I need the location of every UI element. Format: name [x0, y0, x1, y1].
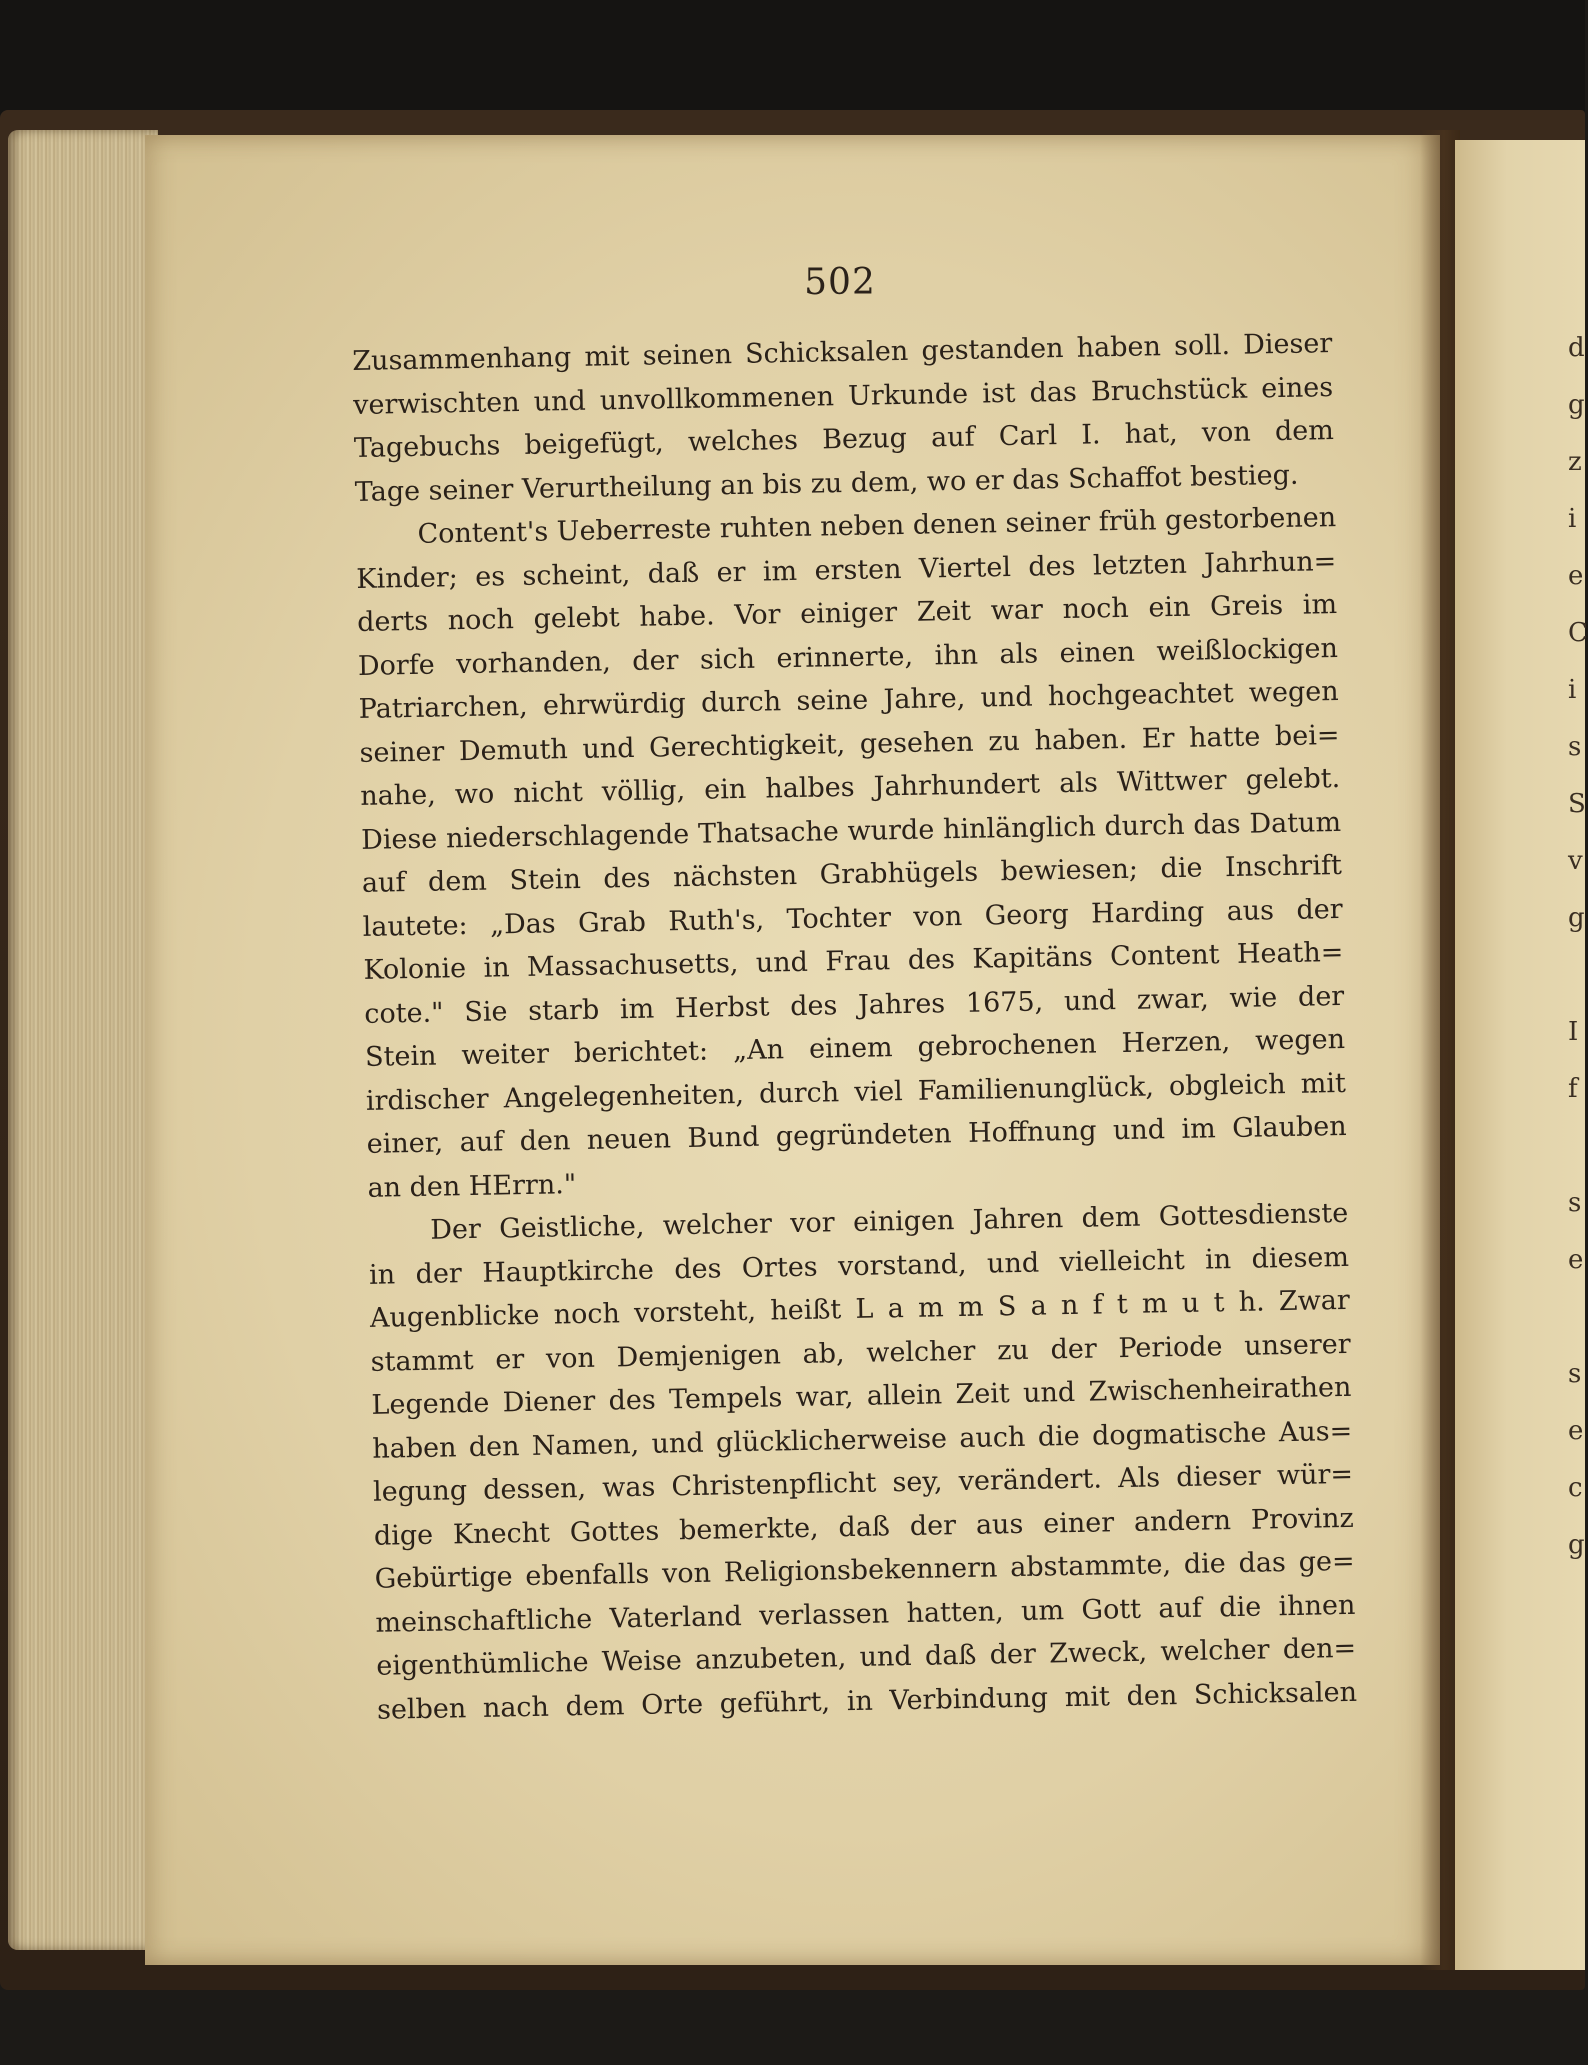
text-line: selben nach dem Orte geführt, in Verbindung mit den Schicksalen [376, 1676, 1358, 1726]
text-line: an den HErrn." [367, 1168, 577, 1204]
text-line: einer, auf den neuen Bund gegründeten Hoffnung und im Glauben [366, 1110, 1347, 1160]
facing-page-text [1568, 320, 1588, 1574]
page-number: 502 [804, 262, 876, 303]
facing-page-letter: s [1568, 1359, 1582, 1389]
text-line: eigenthümliche Weise anzubeten, und daß der Zweck, welcher den= [376, 1632, 1357, 1682]
facing-page-letter: z [1568, 447, 1582, 477]
text-line: dige Knecht Gottes bemerkte, daß der aus einer andern Provinz [373, 1502, 1355, 1552]
text-line: legung dessen, was Christenpflicht sey, verändert. Als dieser wür= [372, 1458, 1354, 1508]
facing-page-letter [1568, 1289, 1585, 1346]
text-line: seiner Demuth und Gerechtigkeit, gesehen zu haben. Er hatte bei= [359, 719, 1340, 769]
text-line: derts noch gelebt habe. Vor einiger Zeit war noch ein Greis im [356, 588, 1338, 638]
text-line: Patriarchen, ehrwürdig durch seine Jahre, und hochgeachtet wegen [358, 675, 1339, 725]
facing-page-letter [1568, 947, 1585, 1004]
text-line: auf dem Stein des nächsten Grabhügels bewiesen; die Inschrift [361, 849, 1343, 899]
text-line: Kolonie in Massachusetts, und Frau des Kapitäns Content Heath= [363, 936, 1344, 986]
facing-page-letter: f [1568, 1074, 1578, 1104]
text-line: lautete: „Das Grab Ruth's, Tochter von Georg Harding aus der [362, 893, 1343, 943]
facing-page-letter: d [1568, 333, 1585, 363]
facing-page-letter: g [1568, 903, 1585, 933]
text-line: nahe, wo nicht völlig, ein halbes Jahrhundert als Wittwer gelebt. [360, 762, 1341, 812]
facing-page [1455, 140, 1588, 1970]
facing-page-letter: i [1568, 675, 1577, 705]
facing-page-letter: g [1568, 1530, 1585, 1560]
text-line: cote." Sie starb im Herbst des Jahres 1675, und zwar, wie der [364, 980, 1345, 1030]
text-line: Tagebuchs beigefügt, welches Bezug auf Carl I. hat, von dem [353, 415, 1335, 464]
facing-page-letter: C [1568, 618, 1588, 648]
facing-page-letter: s [1568, 732, 1582, 762]
text-line: Kinder; es scheint, daß er im ersten Viertel des letzten Jahrhun= [356, 545, 1337, 595]
text-line: haben den Namen, und glücklicherweise auch die dogmatische Aus= [372, 1415, 1353, 1465]
facing-page-letter: e [1568, 561, 1584, 591]
facing-page-letter: e [1568, 1416, 1584, 1446]
facing-page-letter: S [1568, 789, 1586, 819]
text-line: Zusammenhang mit seinen Schicksalen gestanden haben soll. Dieser [352, 328, 1333, 377]
text-line: Dorfe vorhanden, der sich erinnerte, ihn als einen weißlockigen [357, 632, 1339, 682]
text-line: verwischten und unvollkommenen Urkunde ist das Bruchstück eines [352, 371, 1334, 421]
text-line: Stein weiter berichtet: „An einem gebrochenen Herzen, wegen [364, 1023, 1346, 1073]
body-text [352, 322, 1357, 1732]
text-line: Der Geistliche, welcher vor einigen Jahren dem Gottesdienste [430, 1197, 1349, 1246]
text-line: Tage seiner Verurtheilung an bis zu dem, wo er das Schaffot bestieg. [354, 459, 1299, 508]
text-line: meinschaftliche Vaterland verlassen hatten, um Gott auf die ihnen [375, 1589, 1356, 1639]
text-line: Legende Diener des Tempels war, allein Zeit und Zwischenheirathen [371, 1371, 1352, 1421]
facing-page-letter: i [1568, 504, 1577, 534]
facing-page-letter: v [1568, 846, 1583, 876]
facing-page-letter: s [1568, 1188, 1582, 1218]
text-line: in der Hauptkirche des Ortes vorstand, und vielleicht in diesem [368, 1241, 1350, 1291]
text-line: Content's Ueberreste ruhten neben denen seiner früh gestorbenen [417, 501, 1337, 550]
facing-page-letter: c [1568, 1473, 1583, 1503]
page-edges [8, 130, 158, 1950]
gutter-shadow [1420, 130, 1460, 1970]
text-line: Gebürtige ebenfalls von Religionsbekennern abstammte, die das ge= [374, 1545, 1355, 1595]
text-line: stammt er von Demjenigen ab, welcher zu der Periode unserer [370, 1328, 1351, 1378]
text-line: Augenblicke noch vorsteht, heißt L a m m S a n f t m u t h. Zwar [369, 1284, 1351, 1334]
text-line: irdischer Angelegenheiten, durch viel Familienunglück, obgleich mit [365, 1067, 1347, 1117]
facing-page-letter: g [1568, 390, 1585, 420]
text-line: Diese niederschlagende Thatsache wurde hinlänglich durch das Datum [360, 806, 1342, 856]
facing-page-letter: I [1568, 1017, 1579, 1047]
facing-page-letter [1568, 1118, 1585, 1175]
facing-page-letter: e [1568, 1245, 1584, 1275]
backdrop [0, 0, 1585, 120]
